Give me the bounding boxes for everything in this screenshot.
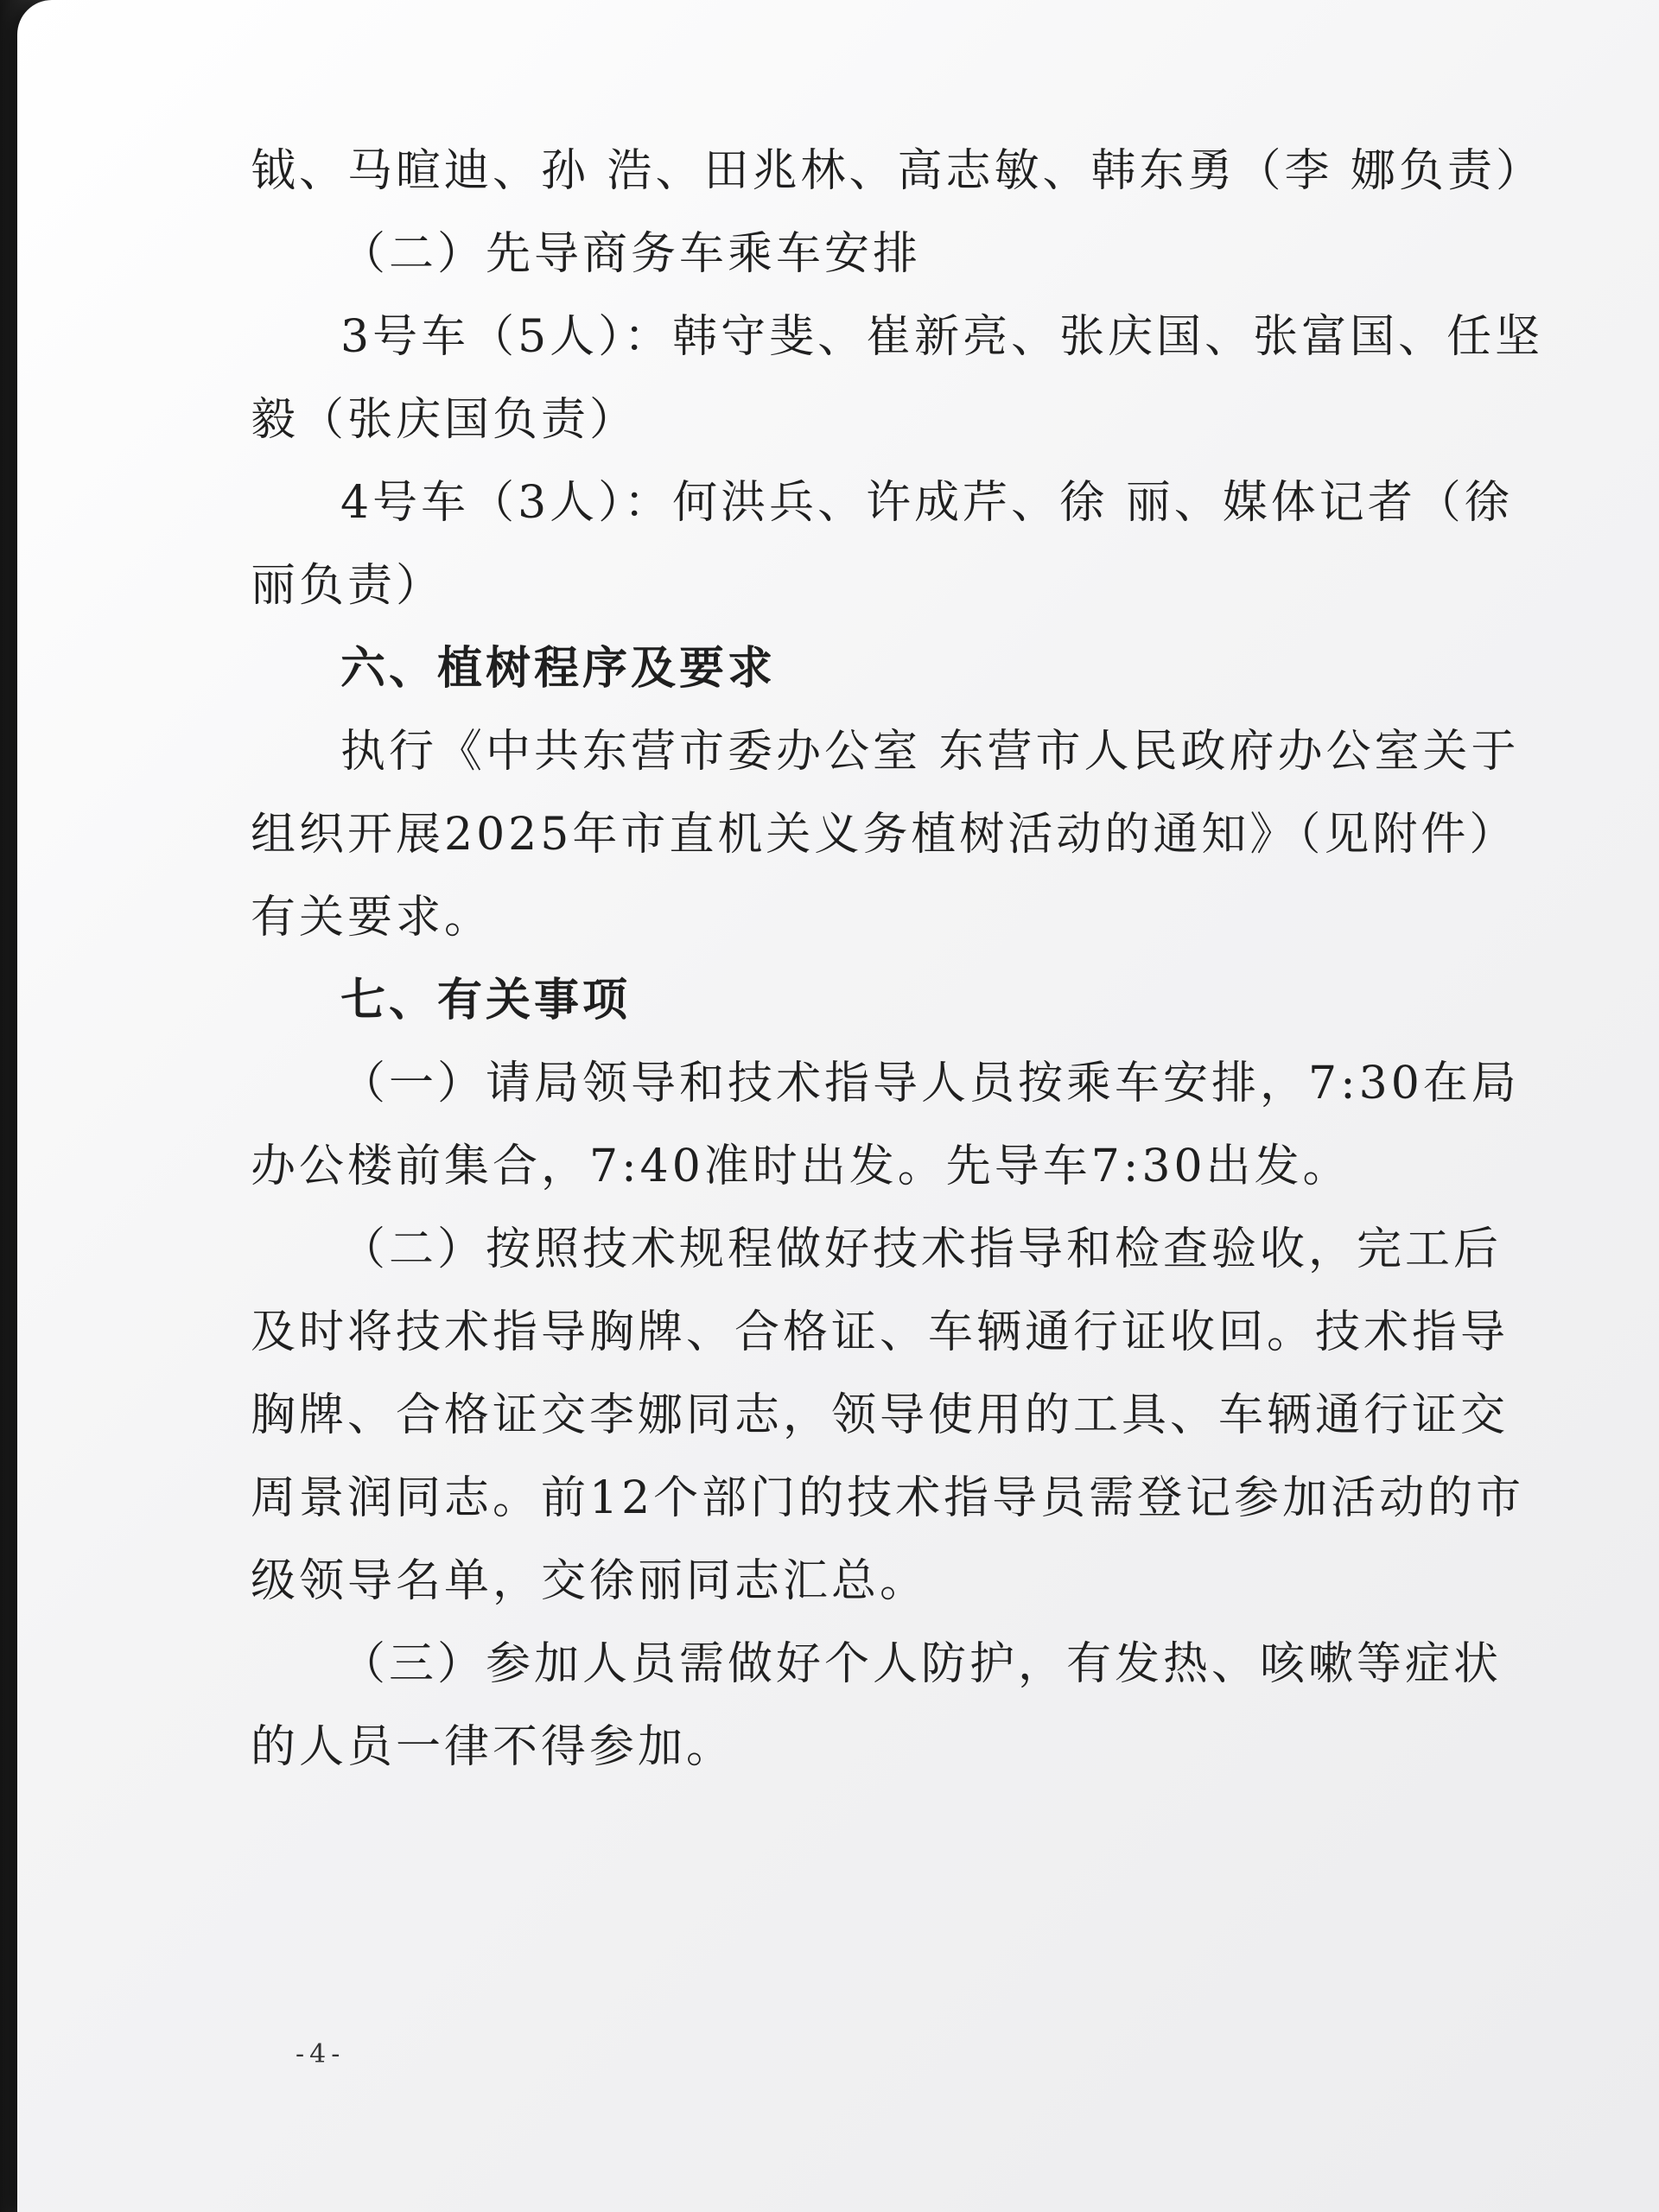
document-page <box>17 0 1659 2212</box>
section-6-heading: 六、植树程序及要求 <box>340 643 777 695</box>
item-3: （三）参加人员需做好个人防护，有发热、咳嗽等症状的人员一律不得参加。 <box>251 1638 1503 1773</box>
section-7-heading: 七、有关事项 <box>340 975 632 1027</box>
document-body <box>251 130 1547 1789</box>
paragraph-continuation: 钺、马暄迪、孙 浩、田兆林、高志敏、韩东勇（李 娜负责） <box>251 145 1545 197</box>
paragraph-car-4: 4号车（3人）：何洪兵、许成芹、徐 丽、媒体记者（徐 丽负责） <box>251 477 1513 612</box>
item-1: （一）请局领导和技术指导人员按乘车安排，7:30在局办公楼前集合，7:40准时出发。先导车7:30出发。 <box>251 1058 1520 1192</box>
item-2: （二）按照技术规程做好技术指导和检查验收，完工后及时将技术指导胸牌、合格证、车辆通行证收回。技术指导胸牌、合格证交李娜同志，领导使用的工具、车辆通行证交周景润同志。前12个部门的技术指导员需登记参加活动的市级领导名单，交徐丽同志汇总。 <box>251 1224 1525 1607</box>
paragraph-car-3: 3号车（5人）：韩守斐、崔新亮、张庆国、张富国、任坚毅（张庆国负责） <box>251 311 1544 446</box>
subheading-vehicle-arrangement: （二）先导商务车乘车安排 <box>340 228 922 280</box>
section-6-body: 执行《中共东营市委办公室 东营市人民政府办公室关于组织开展2025年市直机关义务植树活动的通知》（见附件）有关要求。 <box>251 726 1520 944</box>
page-number: -4- <box>296 2039 346 2069</box>
